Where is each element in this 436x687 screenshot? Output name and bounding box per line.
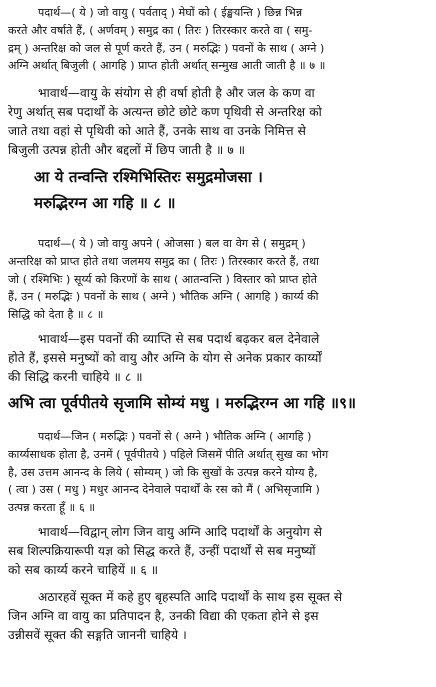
text-line: जो ( रश्मिभिः ) सूर्य्य को किरणों के साथ ( आतन्वन्ति ) विस्तार को प्राप्त होते xyxy=(8,272,318,286)
padartha-paragraph-9 xyxy=(8,428,430,517)
bhavartha-paragraph-8 xyxy=(8,330,430,387)
mantra-8 xyxy=(8,164,430,216)
mantra-9 xyxy=(8,390,430,416)
text-line: उन्नीसवें सूक्त की सङ्गति जाननी चाहिये । xyxy=(8,628,187,642)
text-line: है, उस उत्तम आनन्द के लिये ( सोम्यम् ) जो कि सुखों के उत्पन्न करने योग्य है, xyxy=(8,465,318,479)
mantra-line: आ ये तन्वन्ति रश्मिभिस्तिरः समुद्रमोजसा । xyxy=(34,168,263,186)
text-line: भावार्थ—विद्वान् लोग जिन वायु अग्नि आदि पदार्थों के अनुयोग से xyxy=(38,525,323,539)
padartha-paragraph-8 xyxy=(8,235,430,324)
mantra-line: मरुद्भिरग्न आ गहि ॥ ८ ॥ xyxy=(34,194,176,212)
text-line: की सिद्धि करनी चाहिये ॥ ८ ॥ xyxy=(8,370,143,384)
text-line: पदार्थ—जिन ( मरुद्भिः ) पवनों से ( अग्ने ) भौतिक अग्नि ( आगहि ) xyxy=(38,430,312,443)
text-line: को सब कार्य्य करने चाहियें ॥ ६ ॥ xyxy=(8,563,159,577)
padartha-paragraph-7 xyxy=(8,4,430,75)
text-line: करते और वर्षाते हैं, ( अर्णवम् ) समुद्र का ( तिरः ) तिरस्कार करते वा ( समु- xyxy=(8,23,313,37)
text-line: हैं, उन ( मरुद्भिः ) पवनों के साथ ( अग्ने ) भौतिक अग्नि ( आगहि ) कार्य्य की xyxy=(8,290,319,304)
text-line: जिन अग्नि वा वायु का प्रतिपादन है, उनकी विद्या की एकता होने से इस xyxy=(8,609,319,623)
text-line: सिद्धि को देता है ॥ ८ ॥ xyxy=(8,308,104,322)
text-line: अठारहवें सूक्त में कहे हुए बृहस्पति आदि पदार्थों के साथ इस सूक्त से xyxy=(38,590,343,604)
text-line: ( त्वा ) उस ( मधु ) मधुर आनन्द देनेवाले पदार्थों के रस को मैं ( अभिसृजामि ) xyxy=(8,483,320,497)
text-line: बिजुली उत्पन्न होती और बद्दलों में छिप जाती है ॥ ७ ॥ xyxy=(8,143,246,157)
text-line: भावार्थ—इस पवनों की व्याप्ति से सब पदार्थ बढ़कर बल देनेवाले xyxy=(38,332,320,346)
bhavartha-paragraph-7 xyxy=(8,84,430,160)
text-line: अन्तरिक्ष को प्राप्त होते तथा जलमय समुद्र का ( तिरः ) तिरस्कार करते हैं, तथा xyxy=(8,254,320,268)
text-line: भावार्थ—वायु के संयोग से ही वर्षा होती है और जल के कण वा xyxy=(38,86,315,100)
text-line: द्रम् ) अन्तरिक्ष को जल से पूर्ण करते हैं, उन ( मरुद्भिः ) पवनों के साथ ( अग्ने ) xyxy=(8,41,325,55)
sukta-summary-paragraph xyxy=(8,588,430,645)
text-line: होते हैं, इससे मनुष्यों को वायु और अग्नि के योग से अनेक प्रकार कार्य्यों xyxy=(8,351,322,365)
text-line: उत्पन्न करता हूँ ॥ ६ ॥ xyxy=(8,501,96,515)
text-line: पदार्थ—( ये ) जो वायु अपने ( ओजसा ) बल वा वेग से ( समुद्रम् ) xyxy=(38,237,306,250)
bhavartha-paragraph-9 xyxy=(8,523,430,580)
text-line: रेणु अर्थात् सब पदार्थों के अत्यन्त छोटे छोटे कण पृथिवी से अन्तरिक्ष को xyxy=(8,105,322,119)
text-line: पदार्थ—( ये ) जो वायु ( पर्वताद् ) मेघों को ( ईङ्खयन्ति ) छिन्न भिन्न xyxy=(38,6,303,19)
mantra-line: अभि त्वा पूर्वपीतये सृजामि सोम्यं मधु । मरुद्भिरग्न आ गहि ॥९॥ xyxy=(8,394,357,412)
text-line: सब शिल्पक्रियारूपी यज्ञ को सिद्ध करते हैं, उन्हीं पदार्थों से सब मनुष्यों xyxy=(8,544,316,558)
text-line: जाते तथा वहां से पृथिवी को आते हैं, उनके साथ वा उनके निमित्त से xyxy=(8,124,306,138)
text-line: अग्नि अर्थात् बिजुली ( आगहि ) प्राप्त होती अर्थात् सन्मुख आती जाती है ॥ ७ ॥ xyxy=(8,59,326,73)
text-line: कार्य्यसाधक होता है, उनमें ( पूर्वपीतये ) पहिले जिसमें पीति अर्थात् सुख का भोग xyxy=(8,447,329,461)
